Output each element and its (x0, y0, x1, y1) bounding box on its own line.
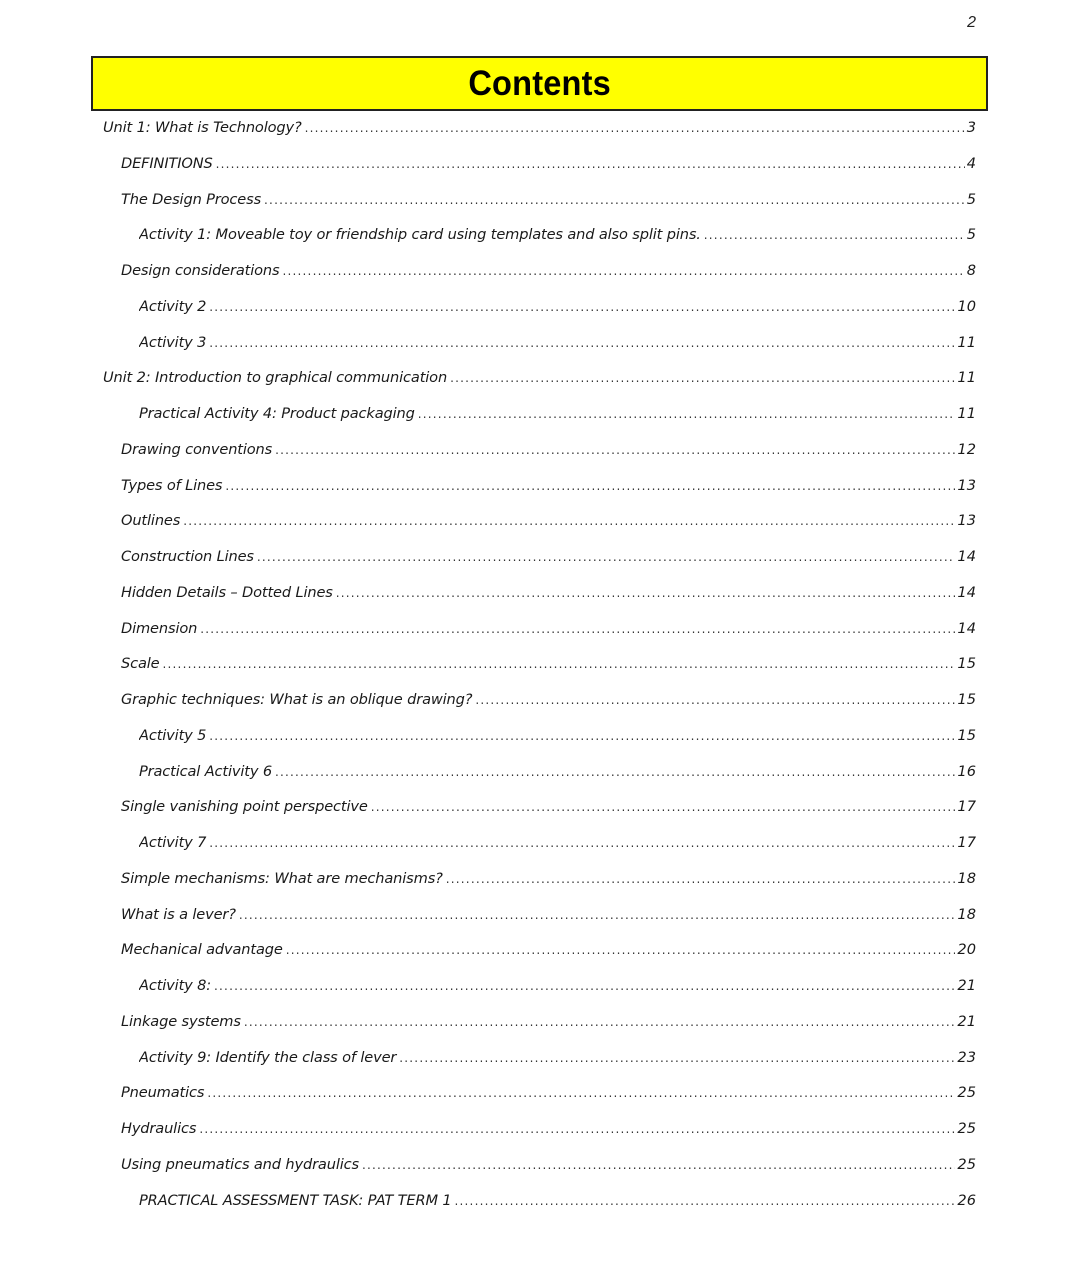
toc-entry[interactable] (139, 405, 976, 429)
toc-dot-leader (450, 371, 955, 385)
toc-dot-leader (704, 228, 965, 242)
toc-entry-label: Activity 1: Moveable toy or friendship card using templates and also split pins. (139, 226, 701, 244)
toc-entry[interactable] (121, 155, 976, 179)
toc-dot-leader (216, 157, 965, 171)
toc-entry-page-number: 11 (957, 333, 976, 351)
toc-entry[interactable] (121, 191, 976, 215)
toc-entry-page-number: 14 (957, 548, 976, 565)
toc-entry[interactable] (121, 584, 976, 608)
toc-entry-page-number: 16 (957, 762, 976, 780)
toc-entry-page-number: 20 (957, 941, 976, 959)
toc-entry[interactable] (121, 941, 976, 965)
toc-dot-leader (336, 586, 956, 600)
toc-entry[interactable] (121, 262, 976, 286)
toc-entry[interactable] (103, 369, 976, 393)
toc-entry-page-number: 12 (957, 440, 976, 458)
toc-entry-label: Single vanishing point perspective (121, 798, 368, 816)
toc-dot-leader (455, 1194, 956, 1208)
toc-dot-leader (399, 1051, 955, 1065)
toc-dot-leader (282, 264, 964, 278)
toc-entry-label: Construction Lines (121, 548, 254, 565)
toc-dot-leader (209, 836, 955, 850)
toc-entry[interactable] (121, 1156, 976, 1180)
toc-entry-page-number: 21 (957, 1012, 976, 1030)
toc-entry[interactable] (121, 548, 976, 572)
contents-title: Contents (468, 63, 611, 103)
toc-entry-label: Design considerations (121, 262, 280, 279)
toc-dot-leader (183, 514, 955, 528)
toc-entry-label: Practical Activity 4: Product packaging (139, 405, 415, 422)
toc-entry-page-number: 25 (957, 1155, 976, 1173)
contents-title-banner (91, 56, 988, 111)
toc-entry[interactable] (139, 834, 976, 858)
toc-entry-page-number: 23 (957, 1048, 976, 1066)
toc-entry-page-number: 15 (957, 691, 976, 708)
toc-entry-page-number: 15 (957, 726, 976, 744)
toc-dot-leader (275, 443, 955, 457)
toc-entry[interactable] (121, 620, 976, 644)
toc-dot-leader (207, 1086, 955, 1100)
toc-dot-leader (275, 765, 955, 779)
toc-dot-leader (475, 693, 955, 707)
toc-entry[interactable] (139, 1049, 976, 1073)
toc-entry-label: Practical Activity 6 (139, 762, 272, 780)
toc-entry-label: Activity 2 (139, 297, 207, 315)
toc-entry-page-number: 13 (957, 476, 976, 494)
toc-dot-leader (214, 979, 955, 993)
toc-entry-label: Drawing conventions (121, 440, 273, 458)
toc-entry[interactable] (121, 1013, 976, 1037)
toc-entry-page-number: 21 (957, 977, 976, 994)
toc-entry-label: Scale (121, 655, 160, 673)
toc-entry-page-number: 10 (957, 297, 976, 315)
page-number: 2 (967, 14, 976, 31)
toc-dot-leader (371, 800, 956, 814)
toc-dot-leader (209, 336, 955, 350)
toc-entry-page-number: 26 (957, 1191, 976, 1209)
toc-entry[interactable] (139, 763, 976, 787)
toc-entry-page-number: 5 (966, 226, 976, 244)
toc-entry[interactable] (121, 1120, 976, 1144)
toc-dot-leader (239, 908, 956, 922)
toc-dot-leader (264, 193, 965, 207)
toc-entry-label: Activity 7 (139, 834, 207, 851)
toc-entry-page-number: 4 (966, 154, 976, 172)
toc-dot-leader (200, 622, 955, 636)
toc-dot-leader (286, 943, 956, 957)
toc-entry-page-number: 3 (966, 119, 976, 136)
toc-entry[interactable] (103, 119, 976, 143)
toc-entry-label: DEFINITIONS (121, 154, 213, 172)
toc-entry[interactable] (121, 691, 976, 715)
toc-dot-leader (199, 1122, 955, 1136)
toc-dot-leader (362, 1158, 955, 1172)
toc-entry[interactable] (139, 727, 976, 751)
toc-entry-page-number: 25 (957, 1084, 976, 1102)
toc-dot-leader (209, 300, 955, 314)
toc-dot-leader (257, 550, 956, 564)
toc-entry-page-number: 14 (957, 619, 976, 637)
toc-entry[interactable] (139, 1192, 976, 1216)
toc-entry-label: Mechanical advantage (121, 941, 283, 959)
toc-entry-page-number: 17 (957, 798, 976, 816)
toc-entry-label: Activity 5 (139, 726, 207, 744)
toc-entry-page-number: 25 (957, 1120, 976, 1137)
toc-entry-page-number: 5 (966, 190, 976, 208)
toc-entry[interactable] (121, 477, 976, 501)
toc-entry-page-number: 11 (957, 405, 976, 422)
toc-dot-leader (209, 729, 955, 743)
toc-entry-label: Activity 8: (139, 977, 212, 994)
toc-entry-label: Hidden Details – Dotted Lines (121, 583, 333, 601)
toc-entry-page-number: 18 (957, 869, 976, 887)
toc-entry-page-number: 18 (957, 905, 976, 923)
toc-entry-page-number: 17 (957, 834, 976, 851)
toc-entry-page-number: 13 (957, 512, 976, 530)
toc-dot-leader (305, 121, 965, 135)
toc-entry-label: What is a lever? (121, 905, 236, 923)
toc-entry[interactable] (139, 977, 976, 1001)
toc-dot-leader (163, 657, 956, 671)
toc-entry-label: Linkage systems (121, 1012, 241, 1030)
toc-entry-page-number: 11 (957, 369, 976, 387)
toc-entry[interactable] (139, 334, 976, 358)
toc-entry-page-number: 14 (957, 583, 976, 601)
toc-entry-label: The Design Process (121, 190, 262, 208)
toc-entry[interactable] (139, 298, 976, 322)
toc-entry-label: Using pneumatics and hydraulics (121, 1155, 359, 1173)
toc-entry-page-number: 8 (966, 262, 976, 279)
toc-entry[interactable] (121, 655, 976, 679)
toc-entry[interactable] (121, 870, 976, 894)
toc-entry-label: Simple mechanisms: What are mechanisms? (121, 869, 443, 887)
toc-entry-label: PRACTICAL ASSESSMENT TASK: PAT TERM 1 (139, 1191, 452, 1209)
toc-entry-label: Hydraulics (121, 1120, 197, 1137)
toc-entry[interactable] (121, 798, 976, 822)
toc-entry-label: Types of Lines (121, 476, 223, 494)
toc-entry[interactable] (139, 226, 976, 250)
toc-entry-page-number: 15 (957, 655, 976, 673)
toc-dot-leader (418, 407, 956, 421)
toc-entry[interactable] (121, 906, 976, 930)
toc-entry-label: Unit 2: Introduction to graphical communication (103, 369, 448, 387)
toc-entry-label: Unit 1: What is Technology? (103, 119, 302, 136)
toc-entry-label: Dimension (121, 619, 198, 637)
toc-dot-leader (225, 479, 955, 493)
toc-entry[interactable] (121, 441, 976, 465)
toc-entry-label: Graphic techniques: What is an oblique drawing? (121, 691, 473, 708)
toc-entry-label: Activity 3 (139, 333, 207, 351)
toc-entry[interactable] (121, 1084, 976, 1108)
toc-entry-label: Activity 9: Identify the class of lever (139, 1048, 397, 1066)
toc-dot-leader (446, 872, 956, 886)
toc-dot-leader (244, 1015, 956, 1029)
toc-entry-label: Outlines (121, 512, 181, 530)
toc-entry-label: Pneumatics (121, 1084, 205, 1102)
toc-entry[interactable] (121, 512, 976, 536)
